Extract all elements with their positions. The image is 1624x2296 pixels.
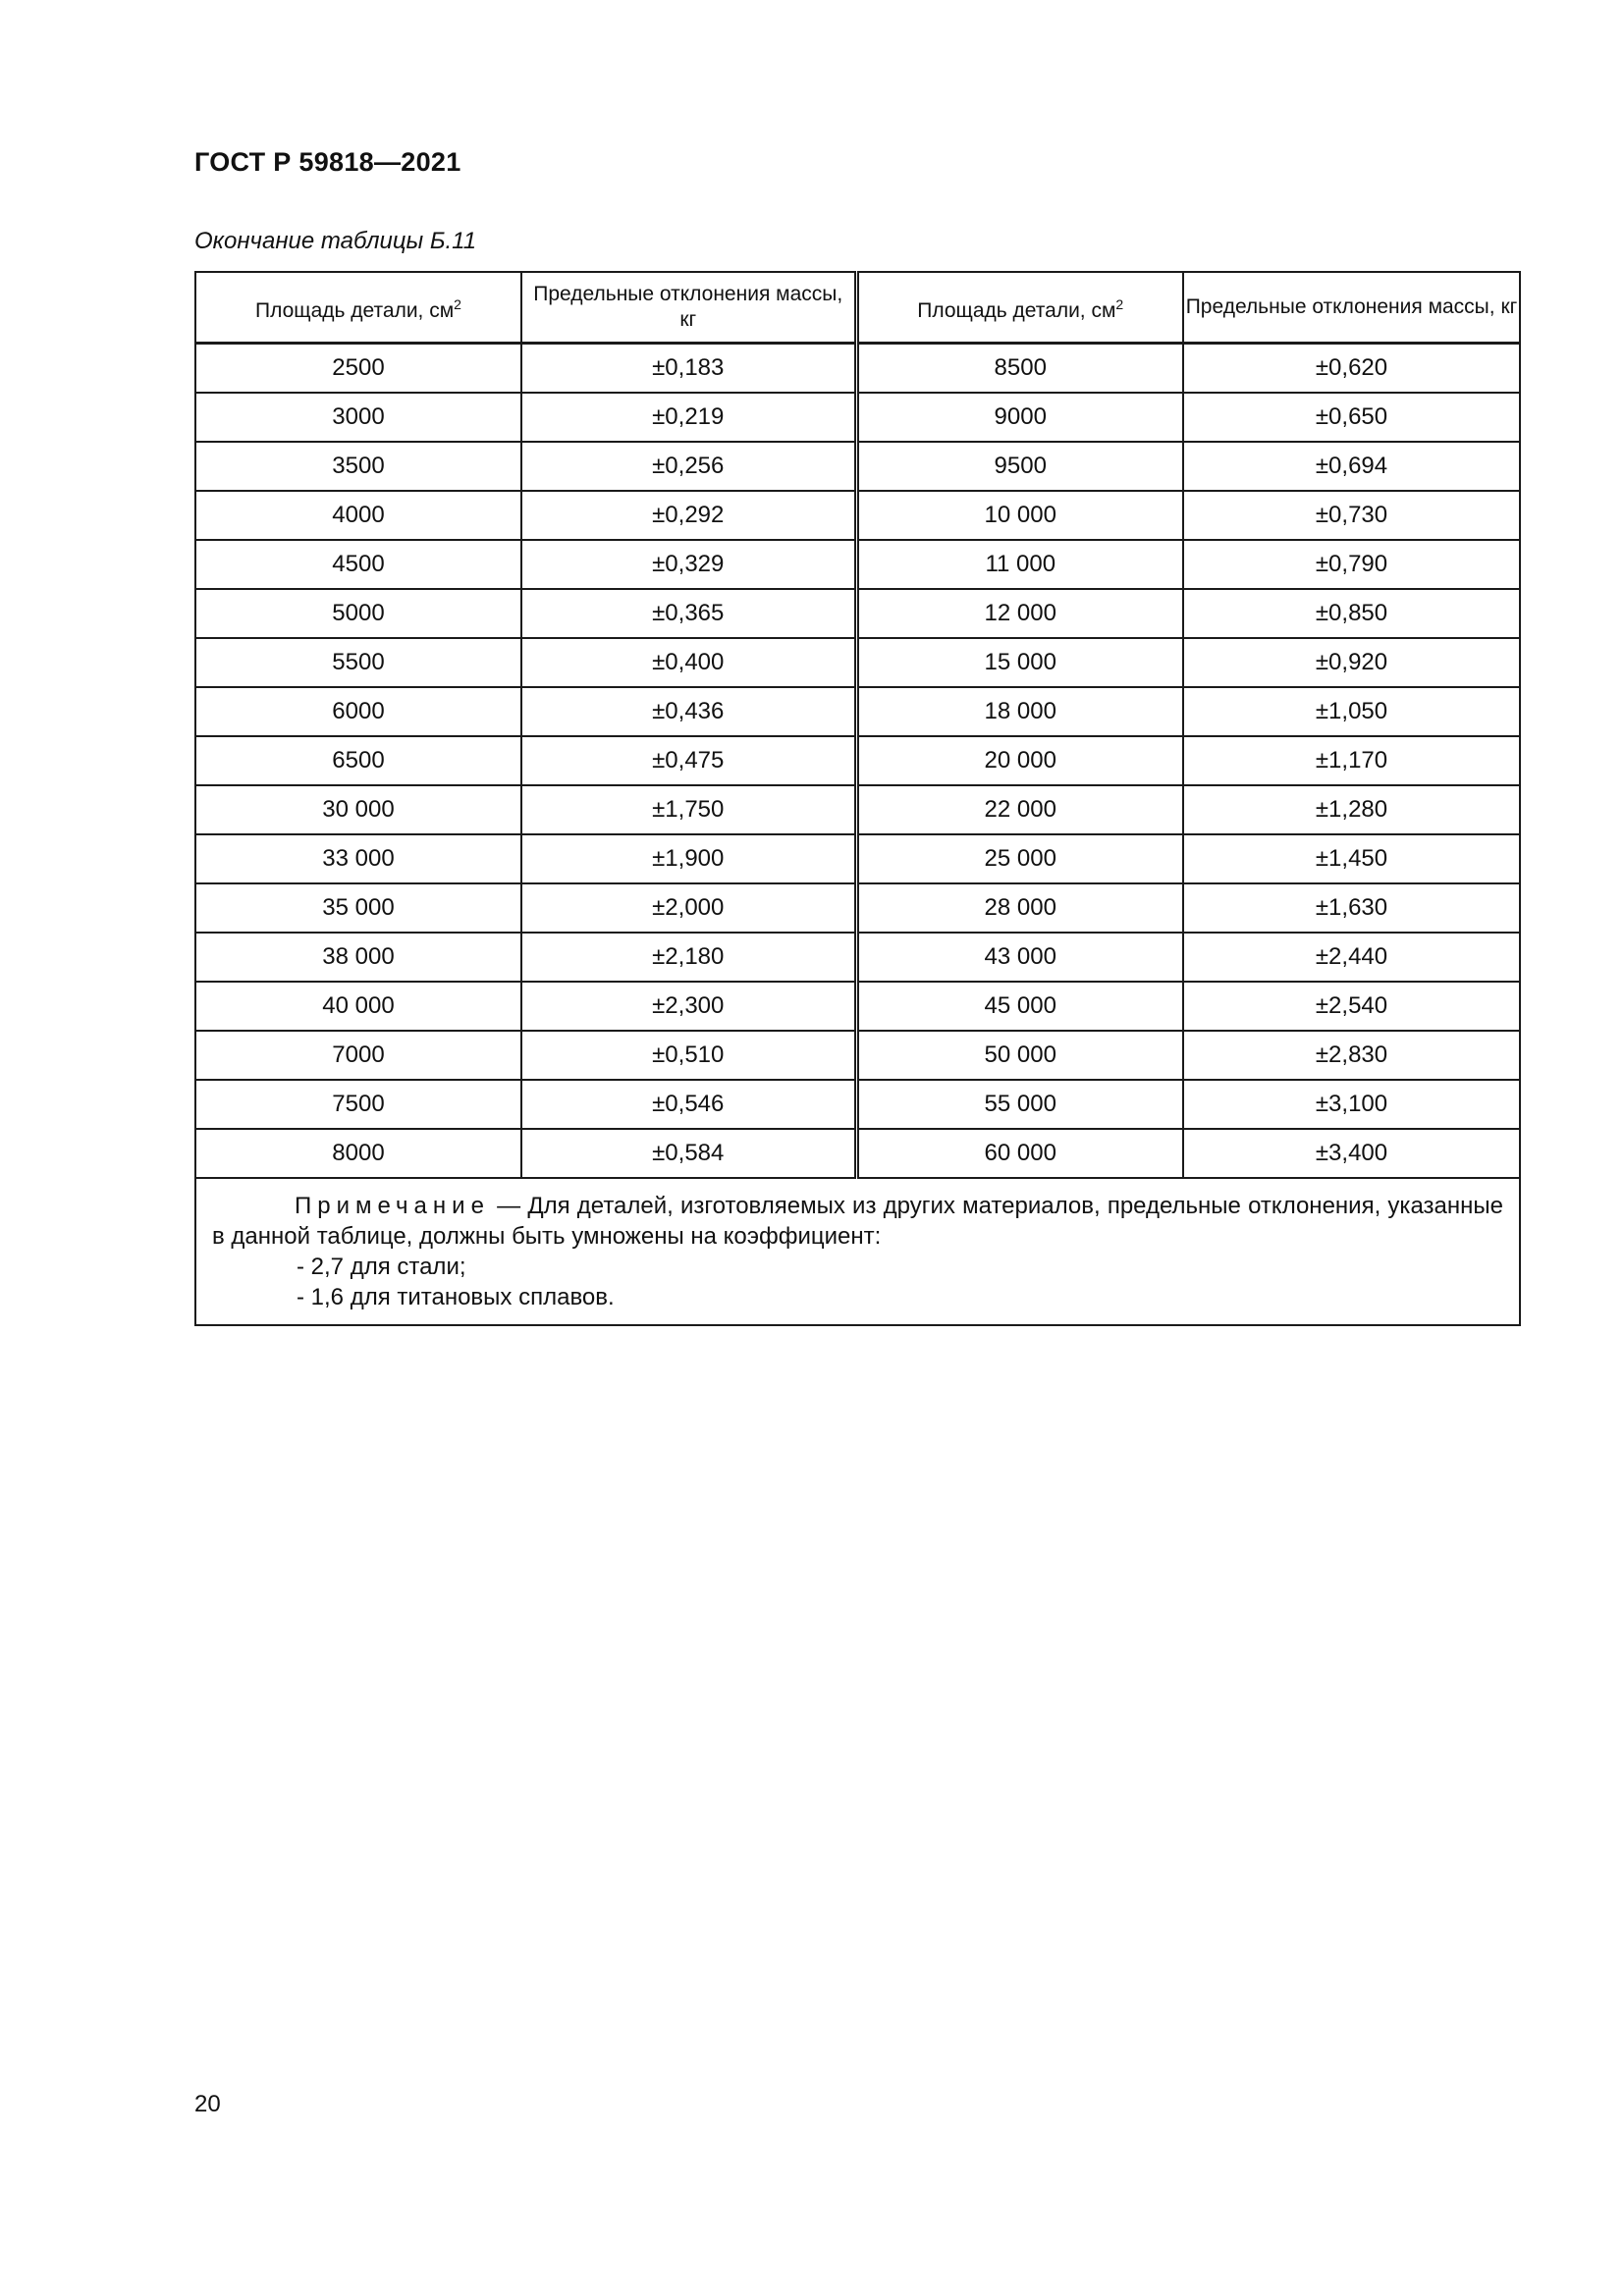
table-cell: ±0,650 — [1183, 393, 1520, 442]
table-cell: 10 000 — [856, 491, 1183, 540]
note-label: Примечание — [295, 1193, 490, 1219]
note-item: - 1,6 для титановых сплавов. — [297, 1284, 615, 1310]
table-caption: Окончание таблицы Б.11 — [194, 228, 477, 254]
table-cell: 4500 — [195, 540, 521, 589]
table-cell: 12 000 — [856, 589, 1183, 638]
table-cell: 6500 — [195, 736, 521, 785]
table-row — [195, 933, 1520, 982]
standard-header: ГОСТ Р 59818—2021 — [194, 147, 461, 177]
table-note-row — [195, 1178, 1520, 1325]
table-cell: 15 000 — [856, 638, 1183, 687]
table-cell: ±0,365 — [521, 589, 856, 638]
table-cell: ±0,436 — [521, 687, 856, 736]
table-cell: 3000 — [195, 393, 521, 442]
table-cell: 18 000 — [856, 687, 1183, 736]
table-cell: ±1,750 — [521, 785, 856, 834]
table-cell: 43 000 — [856, 933, 1183, 982]
table-cell: 55 000 — [856, 1080, 1183, 1129]
table-cell: ±0,510 — [521, 1031, 856, 1080]
column-header-area-2: Площадь детали, $см^2$ — [856, 272, 1183, 344]
table-row — [195, 540, 1520, 589]
table-cell: ±1,050 — [1183, 687, 1520, 736]
table-cell: ±0,475 — [521, 736, 856, 785]
table-cell: ±2,440 — [1183, 933, 1520, 982]
column-header-tolerance-2: Предельные отклонения массы, кг — [1183, 272, 1520, 344]
table-cell: ±2,000 — [521, 883, 856, 933]
table-cell: 5000 — [195, 589, 521, 638]
table-cell: 2500 — [195, 344, 521, 394]
table-cell: ±0,329 — [521, 540, 856, 589]
table-cell: ±0,850 — [1183, 589, 1520, 638]
table-cell: 8500 — [856, 344, 1183, 394]
table-cell: ±1,450 — [1183, 834, 1520, 883]
table-row — [195, 442, 1520, 491]
table-cell: 45 000 — [856, 982, 1183, 1031]
table-cell: ±0,546 — [521, 1080, 856, 1129]
table-cell: ±1,170 — [1183, 736, 1520, 785]
table-cell: 33 000 — [195, 834, 521, 883]
table-row — [195, 883, 1520, 933]
table-cell: ±0,790 — [1183, 540, 1520, 589]
table-row — [195, 1080, 1520, 1129]
tolerance-table — [194, 271, 1521, 1326]
table-cell: 38 000 — [195, 933, 521, 982]
table-cell: 11 000 — [856, 540, 1183, 589]
table-cell: 28 000 — [856, 883, 1183, 933]
table-cell: 4000 — [195, 491, 521, 540]
column-header-area-1: Площадь детали, $см^2$ — [195, 272, 521, 344]
table-row — [195, 834, 1520, 883]
table-cell: ±1,280 — [1183, 785, 1520, 834]
table-cell: ±2,180 — [521, 933, 856, 982]
table-row — [195, 1031, 1520, 1080]
note-text: — Для деталей, изготовляемых из других материалов, предельные отклонения, указанные в данной таблице, должны быть умножены на коэффициент: — [212, 1193, 1503, 1250]
table-row — [195, 1129, 1520, 1178]
table-row — [195, 785, 1520, 834]
table-cell: ±1,900 — [521, 834, 856, 883]
table-cell: 30 000 — [195, 785, 521, 834]
table-cell: ±0,694 — [1183, 442, 1520, 491]
table-cell: 20 000 — [856, 736, 1183, 785]
table-row — [195, 638, 1520, 687]
table-cell: 7000 — [195, 1031, 521, 1080]
table-cell: 40 000 — [195, 982, 521, 1031]
table-cell: 6000 — [195, 687, 521, 736]
column-header-tolerance-1: Предельные отклонения массы, кг — [521, 272, 856, 344]
table-header-row — [195, 272, 1520, 344]
table-row — [195, 982, 1520, 1031]
table-cell: ±0,183 — [521, 344, 856, 394]
table-cell: ±2,300 — [521, 982, 856, 1031]
table-cell: 7500 — [195, 1080, 521, 1129]
table-row — [195, 393, 1520, 442]
table-cell: 22 000 — [856, 785, 1183, 834]
table-cell: ±0,292 — [521, 491, 856, 540]
page-number: 20 — [194, 2091, 221, 2117]
table-row — [195, 344, 1520, 394]
table-cell: 8000 — [195, 1129, 521, 1178]
table-cell: ±0,256 — [521, 442, 856, 491]
table-cell: 60 000 — [856, 1129, 1183, 1178]
table-cell: 25 000 — [856, 834, 1183, 883]
table-cell: ±3,100 — [1183, 1080, 1520, 1129]
table-cell: ±0,620 — [1183, 344, 1520, 394]
table-cell: 5500 — [195, 638, 521, 687]
table-cell: ±0,400 — [521, 638, 856, 687]
table-row — [195, 589, 1520, 638]
table-cell: ±0,584 — [521, 1129, 856, 1178]
table-note — [195, 1178, 1520, 1325]
table-cell: 3500 — [195, 442, 521, 491]
table-cell: ±2,540 — [1183, 982, 1520, 1031]
table-cell: ±0,920 — [1183, 638, 1520, 687]
table-cell: 9500 — [856, 442, 1183, 491]
table-body — [195, 344, 1520, 1179]
table-cell: ±0,730 — [1183, 491, 1520, 540]
table-row — [195, 687, 1520, 736]
table-row — [195, 491, 1520, 540]
table-cell: ±2,830 — [1183, 1031, 1520, 1080]
table-cell: ±3,400 — [1183, 1129, 1520, 1178]
table-cell: ±1,630 — [1183, 883, 1520, 933]
table-cell: 9000 — [856, 393, 1183, 442]
table-cell: 35 000 — [195, 883, 521, 933]
table-row — [195, 736, 1520, 785]
table-cell: ±0,219 — [521, 393, 856, 442]
table-cell: 50 000 — [856, 1031, 1183, 1080]
note-item: - 2,7 для стали; — [297, 1254, 466, 1280]
